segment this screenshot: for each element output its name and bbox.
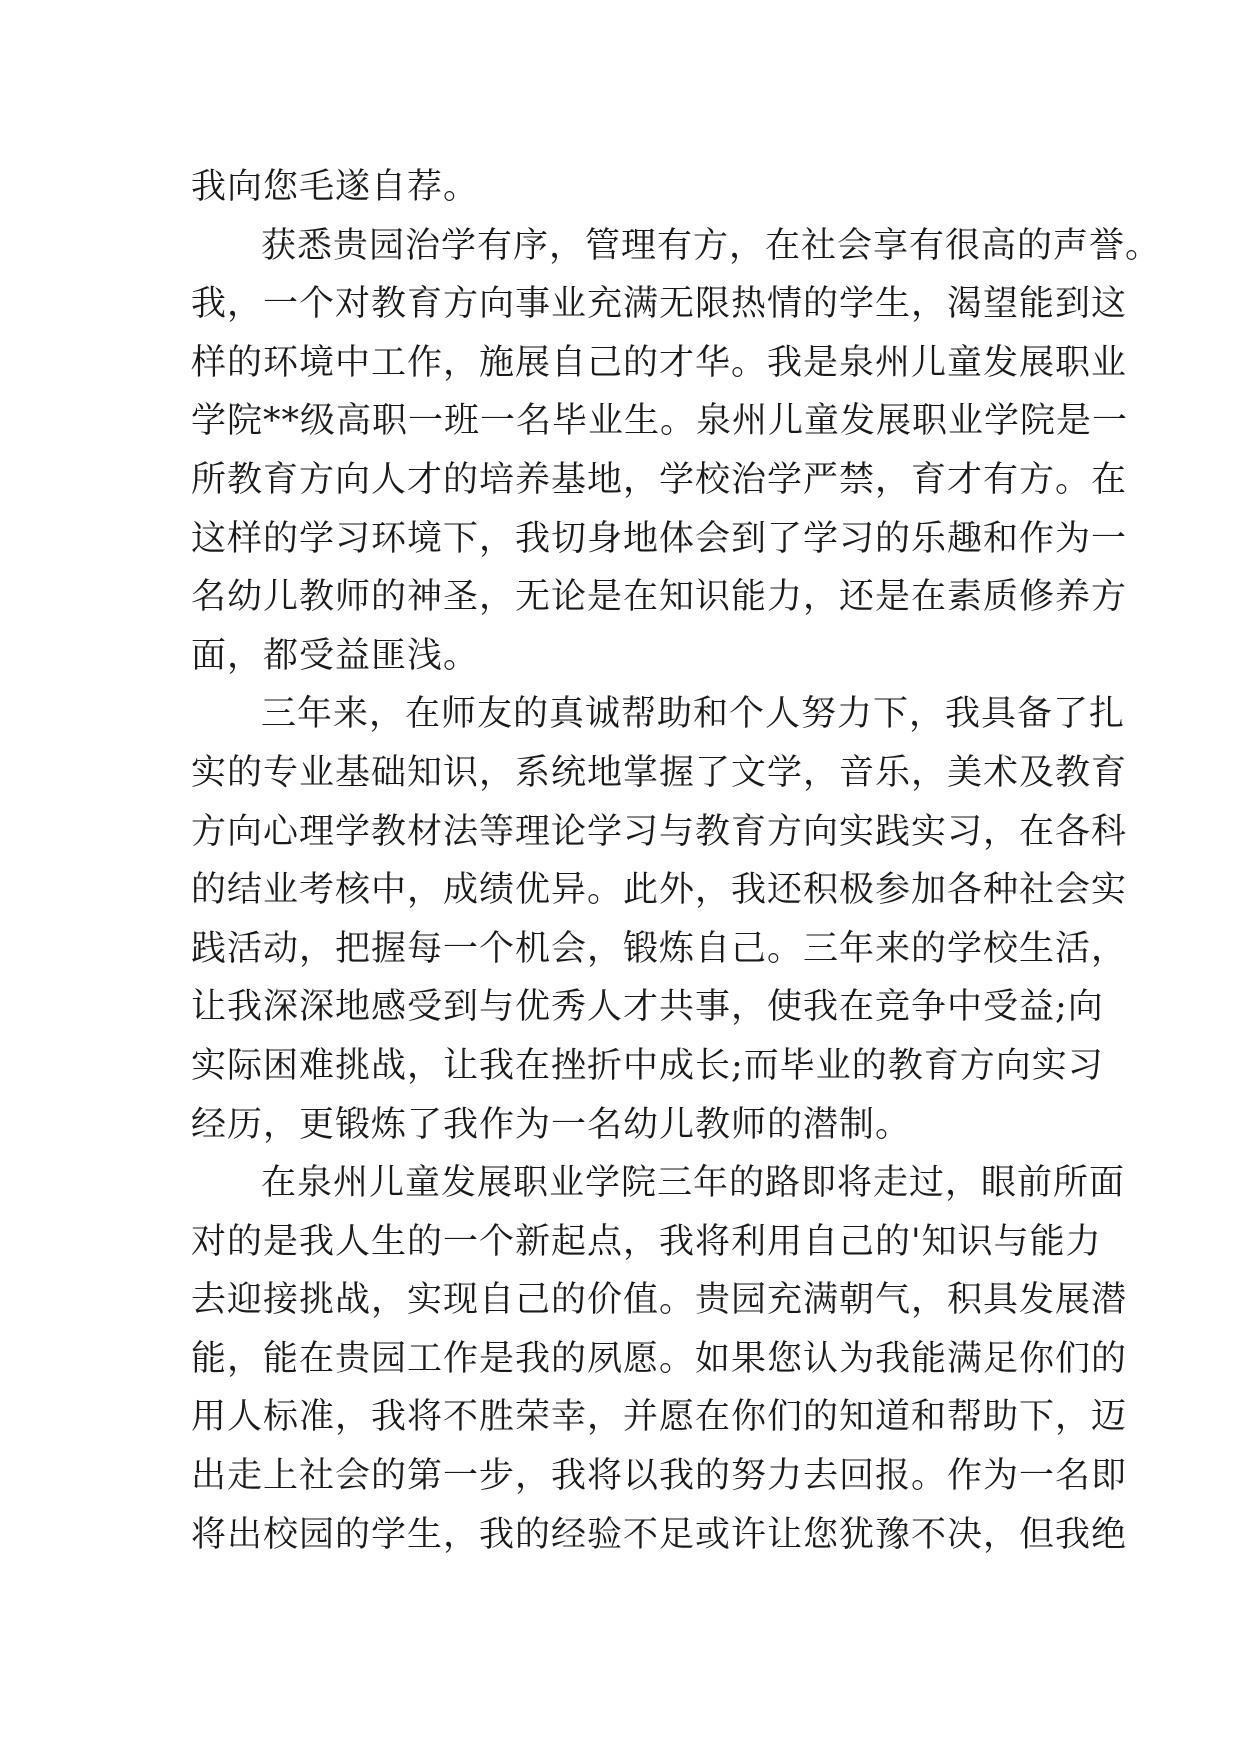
paragraph-start-line: 三年来，在师友的真诚帮助和个人努力下，我具备了扎 (261, 694, 1126, 735)
text-line: 的结业考核中，成绩优异。此外，我还积极参加各种社会实 (191, 870, 1128, 911)
text-line: 学院**级高职一班一名毕业生。泉州儿童发展职业学院是一 (191, 401, 1129, 442)
text-line: 样的环境中工作，施展自己的才华。我是泉州儿童发展职业 (191, 342, 1128, 383)
text-line: 这样的学习环境下，我切身地体会到了学习的乐趣和作为一 (191, 518, 1128, 559)
text-line: 能，能在贵园工作是我的夙愿。如果您认为我能满足你们的 (191, 1338, 1128, 1379)
text-line: 经历，更锻炼了我作为一名幼儿教师的潜制。 (191, 1104, 912, 1145)
text-line: 我向您毛遂自荐。 (191, 167, 480, 207)
text-line: 将出校园的学生，我的经验不足或许让您犹豫不决，但我绝 (191, 1514, 1128, 1555)
text-line: 我，一个对教育方向事业充满无限热情的学生，渴望能到这 (191, 284, 1128, 325)
text-line: 用人标准，我将不胜荣幸，并愿在你们的知道和帮助下，迈 (191, 1397, 1128, 1438)
text-line: 方向心理学教材法等理论学习与教育方向实践实习，在各科 (191, 811, 1128, 852)
text-line: 去迎接挑战，实现自己的价值。贵园充满朝气，积具发展潜 (191, 1280, 1128, 1321)
text-line: 出走上社会的第一步，我将以我的努力去回报。作为一名即 (191, 1456, 1128, 1497)
text-line: 实际困难挑战，让我在挫折中成长;而毕业的教育方向实习 (191, 1045, 1104, 1086)
text-line: 让我深深地感受到与优秀人才共事，使我在竞争中受益;向 (191, 987, 1104, 1028)
text-line: 名幼儿教师的神圣，无论是在知识能力，还是在素质修养方 (191, 577, 1128, 618)
paragraph-start-line: 获悉贵园治学有序，管理有方，在社会享有很高的声誉。 (261, 225, 1162, 266)
text-line: 所教育方向人才的培养基地，学校治学严禁，育才有方。在 (191, 459, 1128, 500)
text-line: 面，都受益匪浅。 (191, 635, 480, 676)
text-line: 对的是我人生的一个新起点，我将利用自己的'知识与能力 (191, 1221, 1102, 1262)
text-line: 践活动，把握每一个机会，锻炼自己。三年来的学校生活， (191, 928, 1128, 969)
paragraph-start-line: 在泉州儿童发展职业学院三年的路即将走过，眼前所面 (261, 1163, 1126, 1204)
text-line: 实的专业基础知识，系统地掌握了文学，音乐，美术及教育 (191, 752, 1128, 793)
letter-body (191, 158, 1162, 1564)
